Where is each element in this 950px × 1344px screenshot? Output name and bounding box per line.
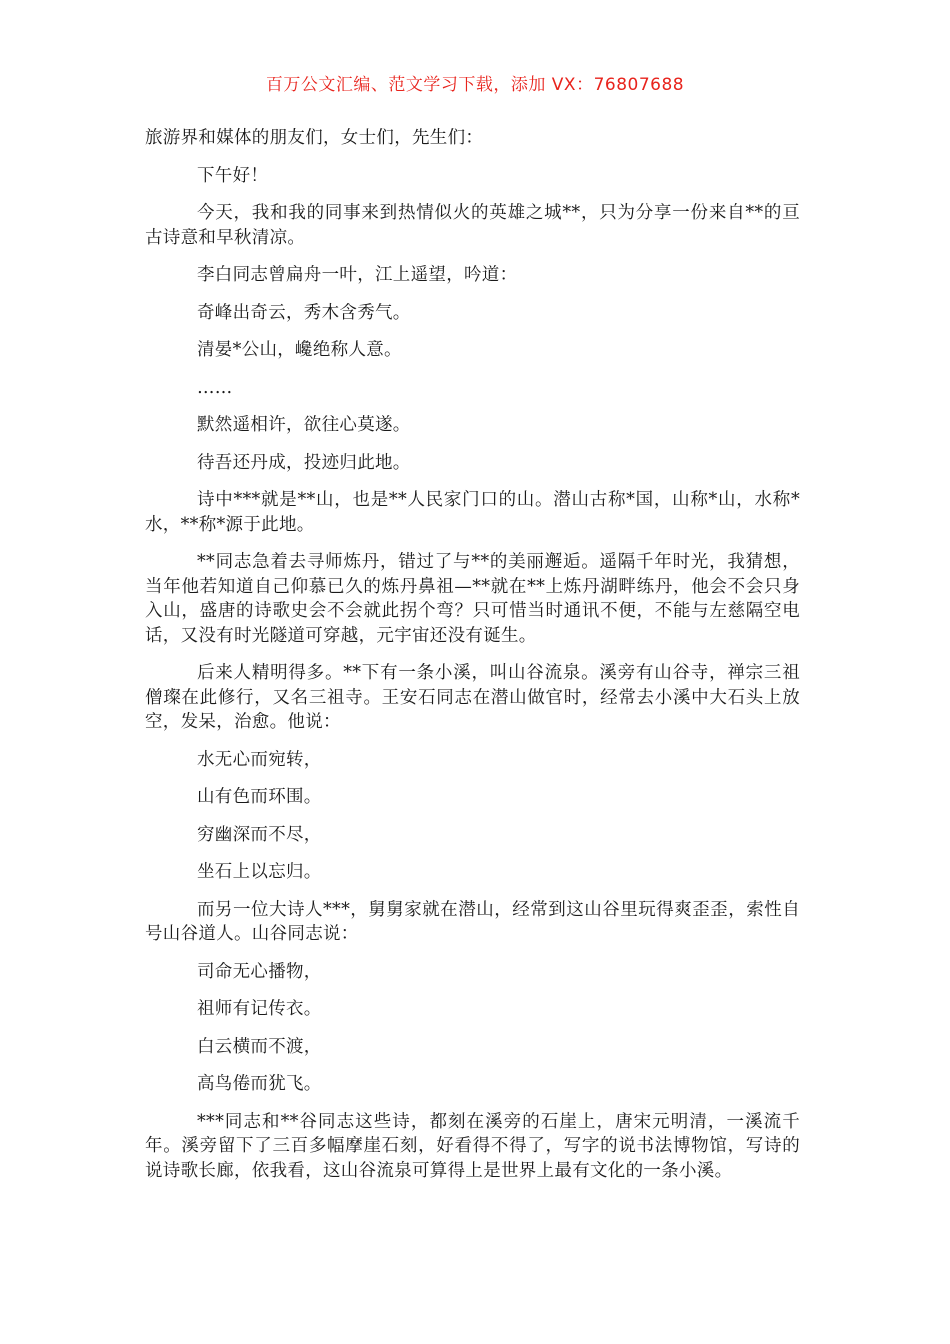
header-banner: 百万公文汇编、范文学习下载，添加 VX：76807688 [265,75,685,95]
poem-line: 坐石上以忘归。 [197,862,322,882]
poem-line: 水无心而宛转， [197,749,322,770]
poem-line: 司命无心播物， [197,961,322,982]
body-paragraph: 今天，我和我的同事来到热情似火的英雄之城**，只为分享一份来自**的亘古诗意和早秋清凉。 [145,203,800,248]
poem-line: 穷幽深而不尽， [197,824,322,845]
document-body [145,126,800,1196]
salutation-paragraph: 旅游界和媒体的朋友们，女士们，先生们： [145,128,484,148]
poem-line: 奇峰出奇云，秀木含秀气。 [197,302,411,323]
body-paragraph: 李白同志曾扁舟一叶，江上遥望，吟道： [197,265,518,285]
body-paragraph: 后来人精明得多。**下有一条小溪，叫山谷流泉。溪旁有山谷寺，禅宗三祖僧璨在此修行，又名三祖寺。王安石同志在潜山做官时，经常去小溪中大石头上放空，发呆，治愈。他说： [145,663,800,732]
body-paragraph: 而另一位大诗人***，舅舅家就在潜山，经常到这山谷里玩得爽歪歪，索性自号山谷道人。山谷同志说： [145,899,800,944]
body-paragraph: 诗中***就是**山，也是**人民家门口的山。潜山古称*国，山称*山，水称*水，**称*源于此地。 [145,490,800,535]
poem-line: 默然遥相许，欲往心莫遂。 [197,415,411,435]
poem-line: 清晏*公山，巉绝称人意。 [197,340,402,360]
poem-ellipsis: …… [197,377,233,398]
poem-line: 待吾还丹成，投迹归此地。 [197,452,411,473]
poem-line: 白云横而不渡， [197,1036,322,1057]
body-paragraph: ***同志和**谷同志这些诗，都刻在溪旁的石崖上，唐宋元明清，一溪流千年。溪旁留下了三百多幅摩崖石刻，好看得不得了，写字的说书法博物馆，写诗的说诗歌长廊，依我看，这山谷流泉可算得上是世界上最有文化的一条小溪。 [145,1111,800,1181]
poem-line: 高鸟倦而犹飞。 [197,1074,322,1094]
poem-line: 祖师有记传衣。 [197,999,322,1019]
greeting-paragraph: 下午好！ [197,165,269,186]
poem-line: 山有色而环围。 [197,787,322,807]
body-paragraph: **同志急着去寻师炼丹，错过了与**的美丽邂逅。遥隔千年时光，我猜想，当年他若知道自己仰慕已久的炼丹鼻祖—**就在**上炼丹湖畔练丹，他会不会只身入山，盛唐的诗歌史会不会就此拐个弯？只可惜当时通讯不便，不能与左慈隔空电话，又没有时光隧道可穿越，元宇宙还没有诞生。 [145,552,800,646]
